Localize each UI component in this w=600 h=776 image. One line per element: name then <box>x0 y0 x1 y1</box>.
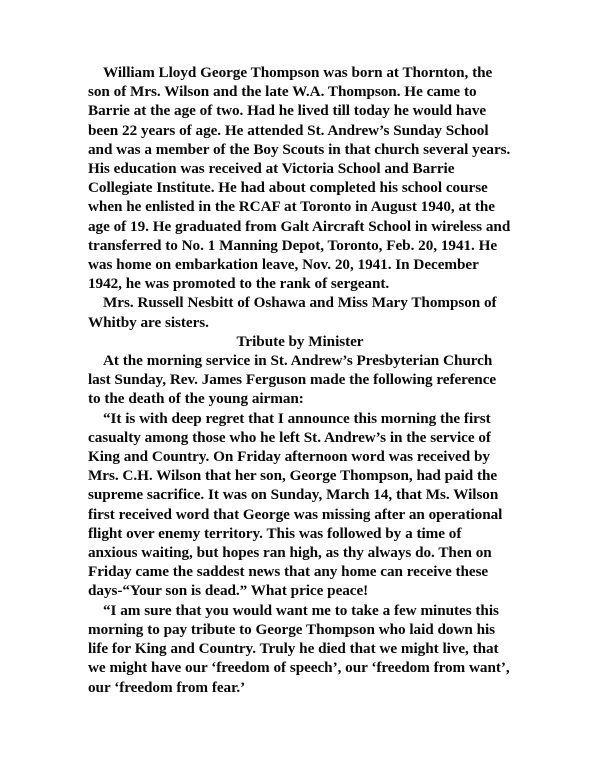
quote-paragraph-two: “I am sure that you would want me to take a few minutes this morning to pay tribute to George Thompson who laid down his life for King and Country. Truly he died that we might live, that we might have our ‘freedom of speech’, our ‘freedom from want’, our ‘freedom from fear.’ <box>88 601 510 696</box>
quote-paragraph-one: “It is with deep regret that I announce this morning the first casualty among those who he left St. Andrew’s in the service of King and Country. On Friday afternoon word was received by Mrs. C.H. Wilson that her son, George Thompson, had paid the supreme sacrifice. It was on Sunday, March 14, that Ms. Wilson first received word that George was missing after an operational flight over enemy territory. This was followed by a time of anxious waiting, but hopes ran high, as thy always do. Then on Friday came the saddest news that any home can receive these days-“Your son is dead.” What price peace! <box>88 409 503 600</box>
biography-paragraph: William Lloyd George Thompson was born at Thornton, the son of Mrs. Wilson and the late W.A. Thompson. He came to Barrie at the age of two. Had he lived till today he would have been 22 years of age. He attended St. Andrew’s Sunday School and was a member of the Boy Scouts in that church several years. His education was received at Victoria School and Barrie Collegiate Institute. He had about completed his school course when he enlisted in the RCAF at Toronto in August 1940, at the age of 19. He graduated from Galt Aircraft School in wireless and transferred to No. 1 Manning Depot, Toronto, Feb. 20, 1941. He was home on embarkation leave, Nov. 20, 1941. In December 1942, he was promoted to the rank of sergeant. <box>88 64 511 293</box>
document-text-body <box>88 63 512 697</box>
tribute-heading: Tribute by Minister <box>236 332 364 350</box>
service-intro-paragraph: At the morning service in St. Andrew’s Presbyterian Church last Sunday, Rev. James Ferguson made the following reference to the death of the young airman: <box>88 352 497 408</box>
sisters-paragraph: Mrs. Russell Nesbitt of Oshawa and Miss Mary Thompson of Whitby are sisters. <box>88 294 497 331</box>
